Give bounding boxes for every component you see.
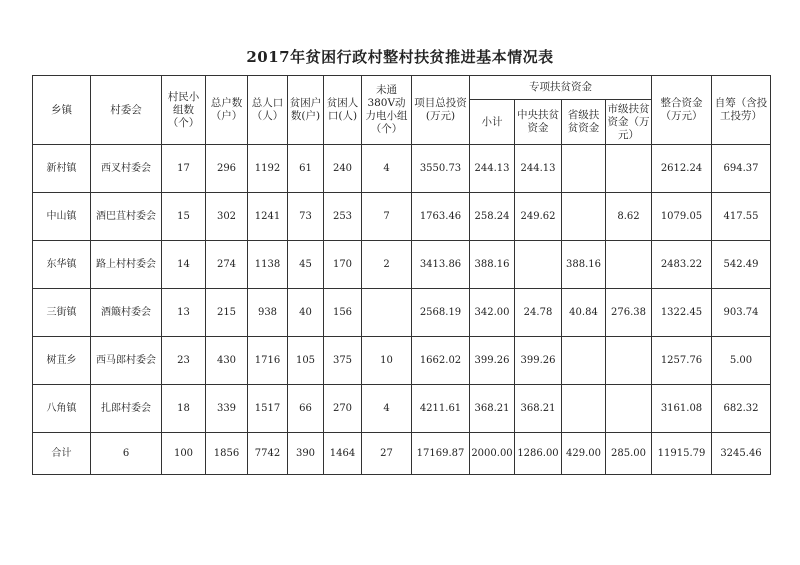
header-row-top: [33, 76, 771, 100]
cell-population: 1716: [248, 337, 288, 385]
cell-township: 新村镇: [33, 145, 91, 193]
cell-provincial: [562, 145, 606, 193]
cell-no-power: 4: [362, 145, 412, 193]
cell-groups: 23: [162, 337, 206, 385]
cell-subtotal: 258.24: [470, 193, 515, 241]
cell-integrated: 2483.22: [652, 241, 712, 289]
cell-subtotal: 399.26: [470, 337, 515, 385]
cell-poor-households: 45: [288, 241, 324, 289]
cell-poor-households: 105: [288, 337, 324, 385]
cell-provincial: 40.84: [562, 289, 606, 337]
cell-integrated: 2612.24: [652, 145, 712, 193]
cell-self-raised: 682.32: [712, 385, 771, 433]
cell-subtotal: 342.00: [470, 289, 515, 337]
cell-project-total: 1763.46: [412, 193, 470, 241]
header-village-committee: 村委会: [91, 76, 162, 145]
cell-subtotal: 244.13: [470, 145, 515, 193]
cell-city: [606, 337, 652, 385]
total-poor-households: 390: [288, 433, 324, 475]
cell-central: 368.21: [515, 385, 562, 433]
total-subtotal: 2000.00: [470, 433, 515, 475]
header-no-power-groups: 未通380V动力电小组（个）: [362, 76, 412, 145]
cell-township: 树苴乡: [33, 337, 91, 385]
header-integrated-fund: 整合资金（万元）: [652, 76, 712, 145]
total-population: 7742: [248, 433, 288, 475]
cell-households: 215: [206, 289, 248, 337]
header-self-raised: 自筹（含投工投劳）: [712, 76, 771, 145]
cell-central: 399.26: [515, 337, 562, 385]
cell-central: 244.13: [515, 145, 562, 193]
cell-poor-population: 156: [324, 289, 362, 337]
cell-subtotal: 388.16: [470, 241, 515, 289]
header-provincial-fund: 省级扶贫资金: [562, 100, 606, 145]
cell-central: 249.62: [515, 193, 562, 241]
cell-groups: 18: [162, 385, 206, 433]
cell-self-raised: 903.74: [712, 289, 771, 337]
cell-poor-households: 40: [288, 289, 324, 337]
cell-poor-households: 73: [288, 193, 324, 241]
cell-poor-population: 170: [324, 241, 362, 289]
cell-township: 三街镇: [33, 289, 91, 337]
cell-provincial: [562, 337, 606, 385]
table-row: [33, 241, 771, 289]
total-households: 1856: [206, 433, 248, 475]
cell-self-raised: 5.00: [712, 337, 771, 385]
cell-village: 酒巴苴村委会: [91, 193, 162, 241]
header-households: 总户数（户）: [206, 76, 248, 145]
cell-no-power: 2: [362, 241, 412, 289]
total-integrated: 11915.79: [652, 433, 712, 475]
cell-city: 8.62: [606, 193, 652, 241]
cell-project-total: 3413.86: [412, 241, 470, 289]
total-provincial: 429.00: [562, 433, 606, 475]
header-central-fund: 中央扶贫资金: [515, 100, 562, 145]
cell-poor-population: 253: [324, 193, 362, 241]
cell-city: [606, 145, 652, 193]
cell-central: [515, 241, 562, 289]
cell-population: 1192: [248, 145, 288, 193]
cell-central: 24.78: [515, 289, 562, 337]
total-row: [33, 433, 771, 475]
cell-no-power: 7: [362, 193, 412, 241]
cell-provincial: [562, 193, 606, 241]
cell-project-total: 2568.19: [412, 289, 470, 337]
header-city-fund: 市级扶贫资金（万元）: [606, 100, 652, 145]
header-project-total: 项目总投资(万元): [412, 76, 470, 145]
cell-integrated: 1322.45: [652, 289, 712, 337]
cell-city: [606, 385, 652, 433]
cell-population: 1138: [248, 241, 288, 289]
cell-subtotal: 368.21: [470, 385, 515, 433]
total-poor-population: 1464: [324, 433, 362, 475]
total-self-raised: 3245.46: [712, 433, 771, 475]
cell-poor-population: 240: [324, 145, 362, 193]
table-row: [33, 289, 771, 337]
cell-village: 西马郎村委会: [91, 337, 162, 385]
table-body: [33, 145, 771, 475]
header-township: 乡镇: [33, 76, 91, 145]
cell-households: 296: [206, 145, 248, 193]
cell-city: 276.38: [606, 289, 652, 337]
cell-households: 274: [206, 241, 248, 289]
cell-township: 八角镇: [33, 385, 91, 433]
cell-village: 西叉村委会: [91, 145, 162, 193]
cell-self-raised: 694.37: [712, 145, 771, 193]
cell-village: 扎郎村委会: [91, 385, 162, 433]
cell-self-raised: 542.49: [712, 241, 771, 289]
total-central: 1286.00: [515, 433, 562, 475]
total-village: 6: [91, 433, 162, 475]
cell-groups: 15: [162, 193, 206, 241]
header-population: 总人口（人）: [248, 76, 288, 145]
cell-city: [606, 241, 652, 289]
table-row: [33, 145, 771, 193]
cell-poor-population: 270: [324, 385, 362, 433]
cell-township: 东华镇: [33, 241, 91, 289]
cell-village: 酒簸村委会: [91, 289, 162, 337]
cell-no-power: 10: [362, 337, 412, 385]
cell-self-raised: 417.55: [712, 193, 771, 241]
header-groups: 村民小组数（个）: [162, 76, 206, 145]
table-row: [33, 385, 771, 433]
cell-integrated: 3161.08: [652, 385, 712, 433]
cell-integrated: 1257.76: [652, 337, 712, 385]
total-label: 合计: [33, 433, 91, 475]
cell-poor-households: 61: [288, 145, 324, 193]
total-city: 285.00: [606, 433, 652, 475]
cell-no-power: [362, 289, 412, 337]
cell-households: 430: [206, 337, 248, 385]
header-poor-population: 贫困人口(人): [324, 76, 362, 145]
poverty-table: [32, 75, 771, 475]
total-project-total: 17169.87: [412, 433, 470, 475]
total-groups: 100: [162, 433, 206, 475]
cell-provincial: 388.16: [562, 241, 606, 289]
cell-households: 339: [206, 385, 248, 433]
cell-poor-population: 375: [324, 337, 362, 385]
cell-project-total: 1662.02: [412, 337, 470, 385]
cell-integrated: 1079.05: [652, 193, 712, 241]
table-row: [33, 337, 771, 385]
header-special-fund-group: 专项扶贫资金: [470, 76, 652, 100]
cell-provincial: [562, 385, 606, 433]
cell-project-total: 3550.73: [412, 145, 470, 193]
cell-poor-households: 66: [288, 385, 324, 433]
header-poor-households: 贫困户数(户): [288, 76, 324, 145]
header-subtotal: 小计: [470, 100, 515, 145]
total-no-power: 27: [362, 433, 412, 475]
cell-groups: 17: [162, 145, 206, 193]
cell-population: 1517: [248, 385, 288, 433]
document-title: 2017年贫困行政村整村扶贫推进基本情况表: [246, 48, 554, 66]
cell-no-power: 4: [362, 385, 412, 433]
cell-groups: 14: [162, 241, 206, 289]
cell-township: 中山镇: [33, 193, 91, 241]
cell-village: 路上村村委会: [91, 241, 162, 289]
table-row: [33, 193, 771, 241]
cell-groups: 13: [162, 289, 206, 337]
cell-population: 1241: [248, 193, 288, 241]
cell-households: 302: [206, 193, 248, 241]
cell-population: 938: [248, 289, 288, 337]
cell-project-total: 4211.61: [412, 385, 470, 433]
